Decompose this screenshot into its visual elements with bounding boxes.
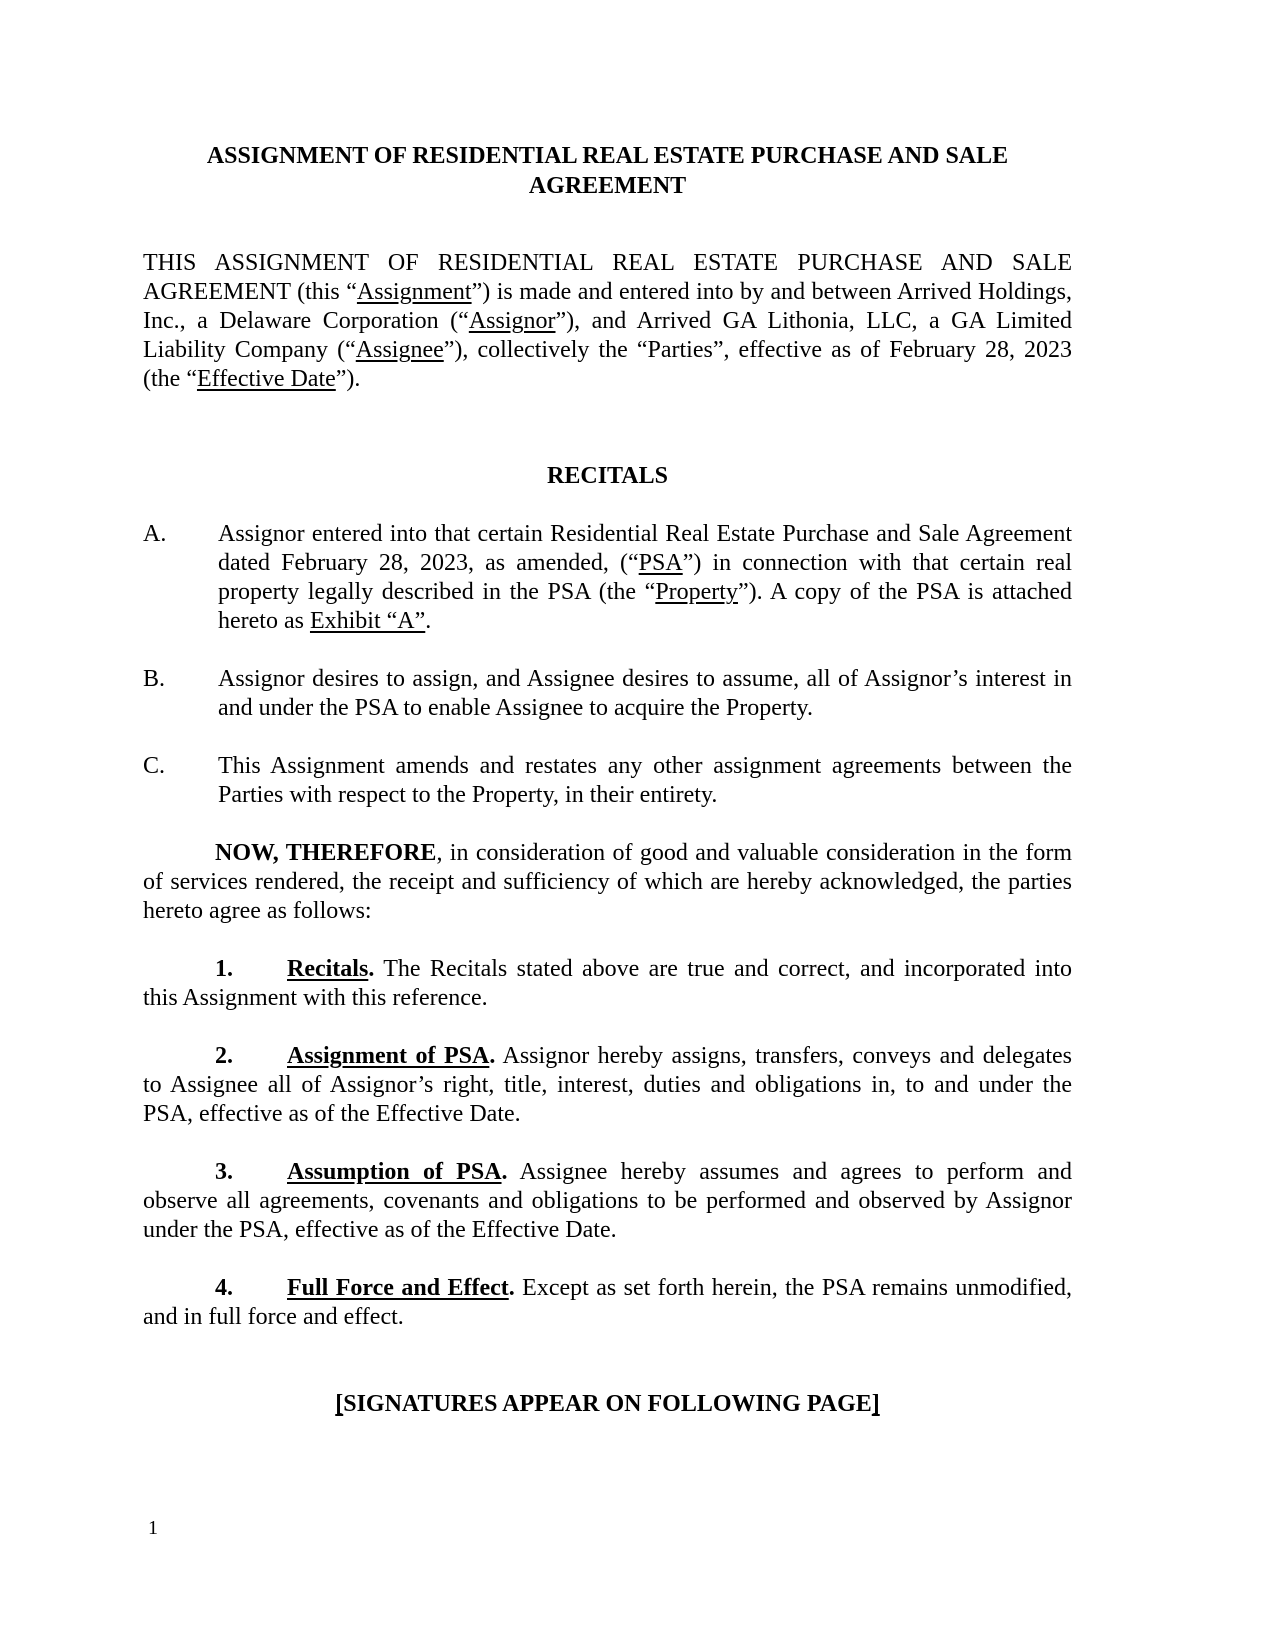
text-segment: Assignee hereby assumes and agrees to perform and observe all agreements, covenants and obligations to be performed and observed by Assignor under the PSA, effective as of the Effective Date.: [143, 1159, 1072, 1243]
text-segment: ”), and Arrived GA Lithonia, LLC, a GA Limited Liability Company (“: [143, 308, 1072, 363]
recital-label: B.: [143, 666, 166, 692]
text-segment: Except as set forth herein, the PSA remains unmodified, and in full force and effect.: [143, 1275, 1072, 1330]
recital-b: [143, 665, 1072, 723]
text-segment: Assignor hereby assigns, transfers, conveys and delegates to Assignee all of Assignor’s right, title, interest, duties and obligations in, to and under the PSA, effective as of the Effective Date.: [143, 1043, 1073, 1127]
intro-paragraph: [143, 249, 1072, 394]
paragraph-number: 3.: [215, 1159, 233, 1185]
text-segment: Full Force and Effect: [287, 1275, 509, 1301]
text-segment: Assignor: [468, 308, 556, 334]
text-segment: [: [335, 1391, 344, 1417]
text-segment: SIGNATURES APPEAR ON FOLLOWING PAGE: [343, 1391, 872, 1417]
recital-label: C.: [143, 753, 166, 779]
text-segment: THIS ASSIGNMENT OF RESIDENTIAL REAL ESTATE PURCHASE AND SALE AGREEMENT (this “: [143, 250, 1072, 305]
text-segment: , in consideration of good and valuable consideration in the form of services rendered, the receipt and sufficiency of which are hereby acknowledged, the parties hereto agree as follows:: [143, 840, 1072, 924]
section-2-assignment-of-psa: [143, 1042, 1072, 1129]
text-segment: ”), collectively the “Parties”, effective as of February 28, 2023 (the “: [143, 337, 1073, 392]
text-segment: Assignor desires to assign, and Assignee desires to assume, all of Assignor’s interest in and under the PSA to enable Assignee to acquire the Property.: [218, 666, 1072, 721]
recital-text: [218, 520, 1072, 636]
text-segment: .: [501, 1159, 508, 1185]
now-therefore-paragraph: [143, 839, 1072, 926]
document-body: [143, 249, 1072, 1419]
paragraph-number: 1.: [215, 956, 233, 982]
text-segment: The Recitals stated above are true and correct, and incorporated into this Assignment with this reference.: [143, 956, 1072, 1011]
text-segment: This Assignment amends and restates any other assignment agreements between the Parties with respect to the Property, in their entirety.: [218, 753, 1072, 808]
signatures-note: [143, 1390, 1072, 1419]
section-4-full-force-and-effect: [143, 1274, 1072, 1332]
recital-text: [218, 752, 1072, 810]
text-segment: PSA: [638, 550, 683, 576]
text-segment: .: [508, 1275, 515, 1301]
text-segment: ]: [871, 1391, 880, 1417]
text-segment: ”) in connection with that certain real property legally described in the PSA (the “: [218, 550, 1073, 605]
section-1-recitals: [143, 955, 1072, 1013]
text-segment: Assignment of PSA: [287, 1043, 490, 1069]
text-segment: NOW, THEREFORE: [215, 840, 437, 866]
text-segment: .: [368, 956, 375, 982]
text-segment: Assumption of PSA: [287, 1159, 502, 1185]
text-segment: ”) is made and entered into by and between Arrived Holdings, Inc., a Delaware Corporation (“: [143, 279, 1072, 334]
section-3-assumption-of-psa: [143, 1158, 1072, 1245]
paragraph-number: 2.: [215, 1043, 233, 1069]
text-segment: .: [425, 608, 432, 634]
text-segment: Exhibit “A”: [309, 608, 426, 634]
document-title: ASSIGNMENT OF RESIDENTIAL REAL ESTATE PURCHASE AND SALE AGREEMENT: [206, 143, 1009, 199]
recital-c: [143, 752, 1072, 810]
text-segment: Assignor entered into that certain Residential Real Estate Purchase and Sale Agreement dated February 28, 2023, as amended, (“: [218, 521, 1072, 576]
recital-text: [218, 665, 1072, 723]
text-segment: Assignment: [356, 279, 472, 305]
recital-label: A.: [143, 521, 167, 547]
text-segment: .: [489, 1043, 496, 1069]
text-segment: RECITALS: [547, 463, 668, 489]
text-segment: Recitals: [287, 956, 369, 982]
recital-a: [143, 520, 1072, 636]
page-number: 1: [148, 1517, 158, 1539]
text-segment: Property: [655, 579, 738, 605]
recitals-heading: [143, 462, 1072, 491]
text-segment: Effective Date: [196, 366, 336, 392]
text-segment: Assignee: [355, 337, 444, 363]
paragraph-number: 4.: [215, 1275, 233, 1301]
text-segment: ”). A copy of the PSA is attached hereto as: [218, 579, 1072, 634]
text-segment: ”).: [335, 366, 361, 392]
